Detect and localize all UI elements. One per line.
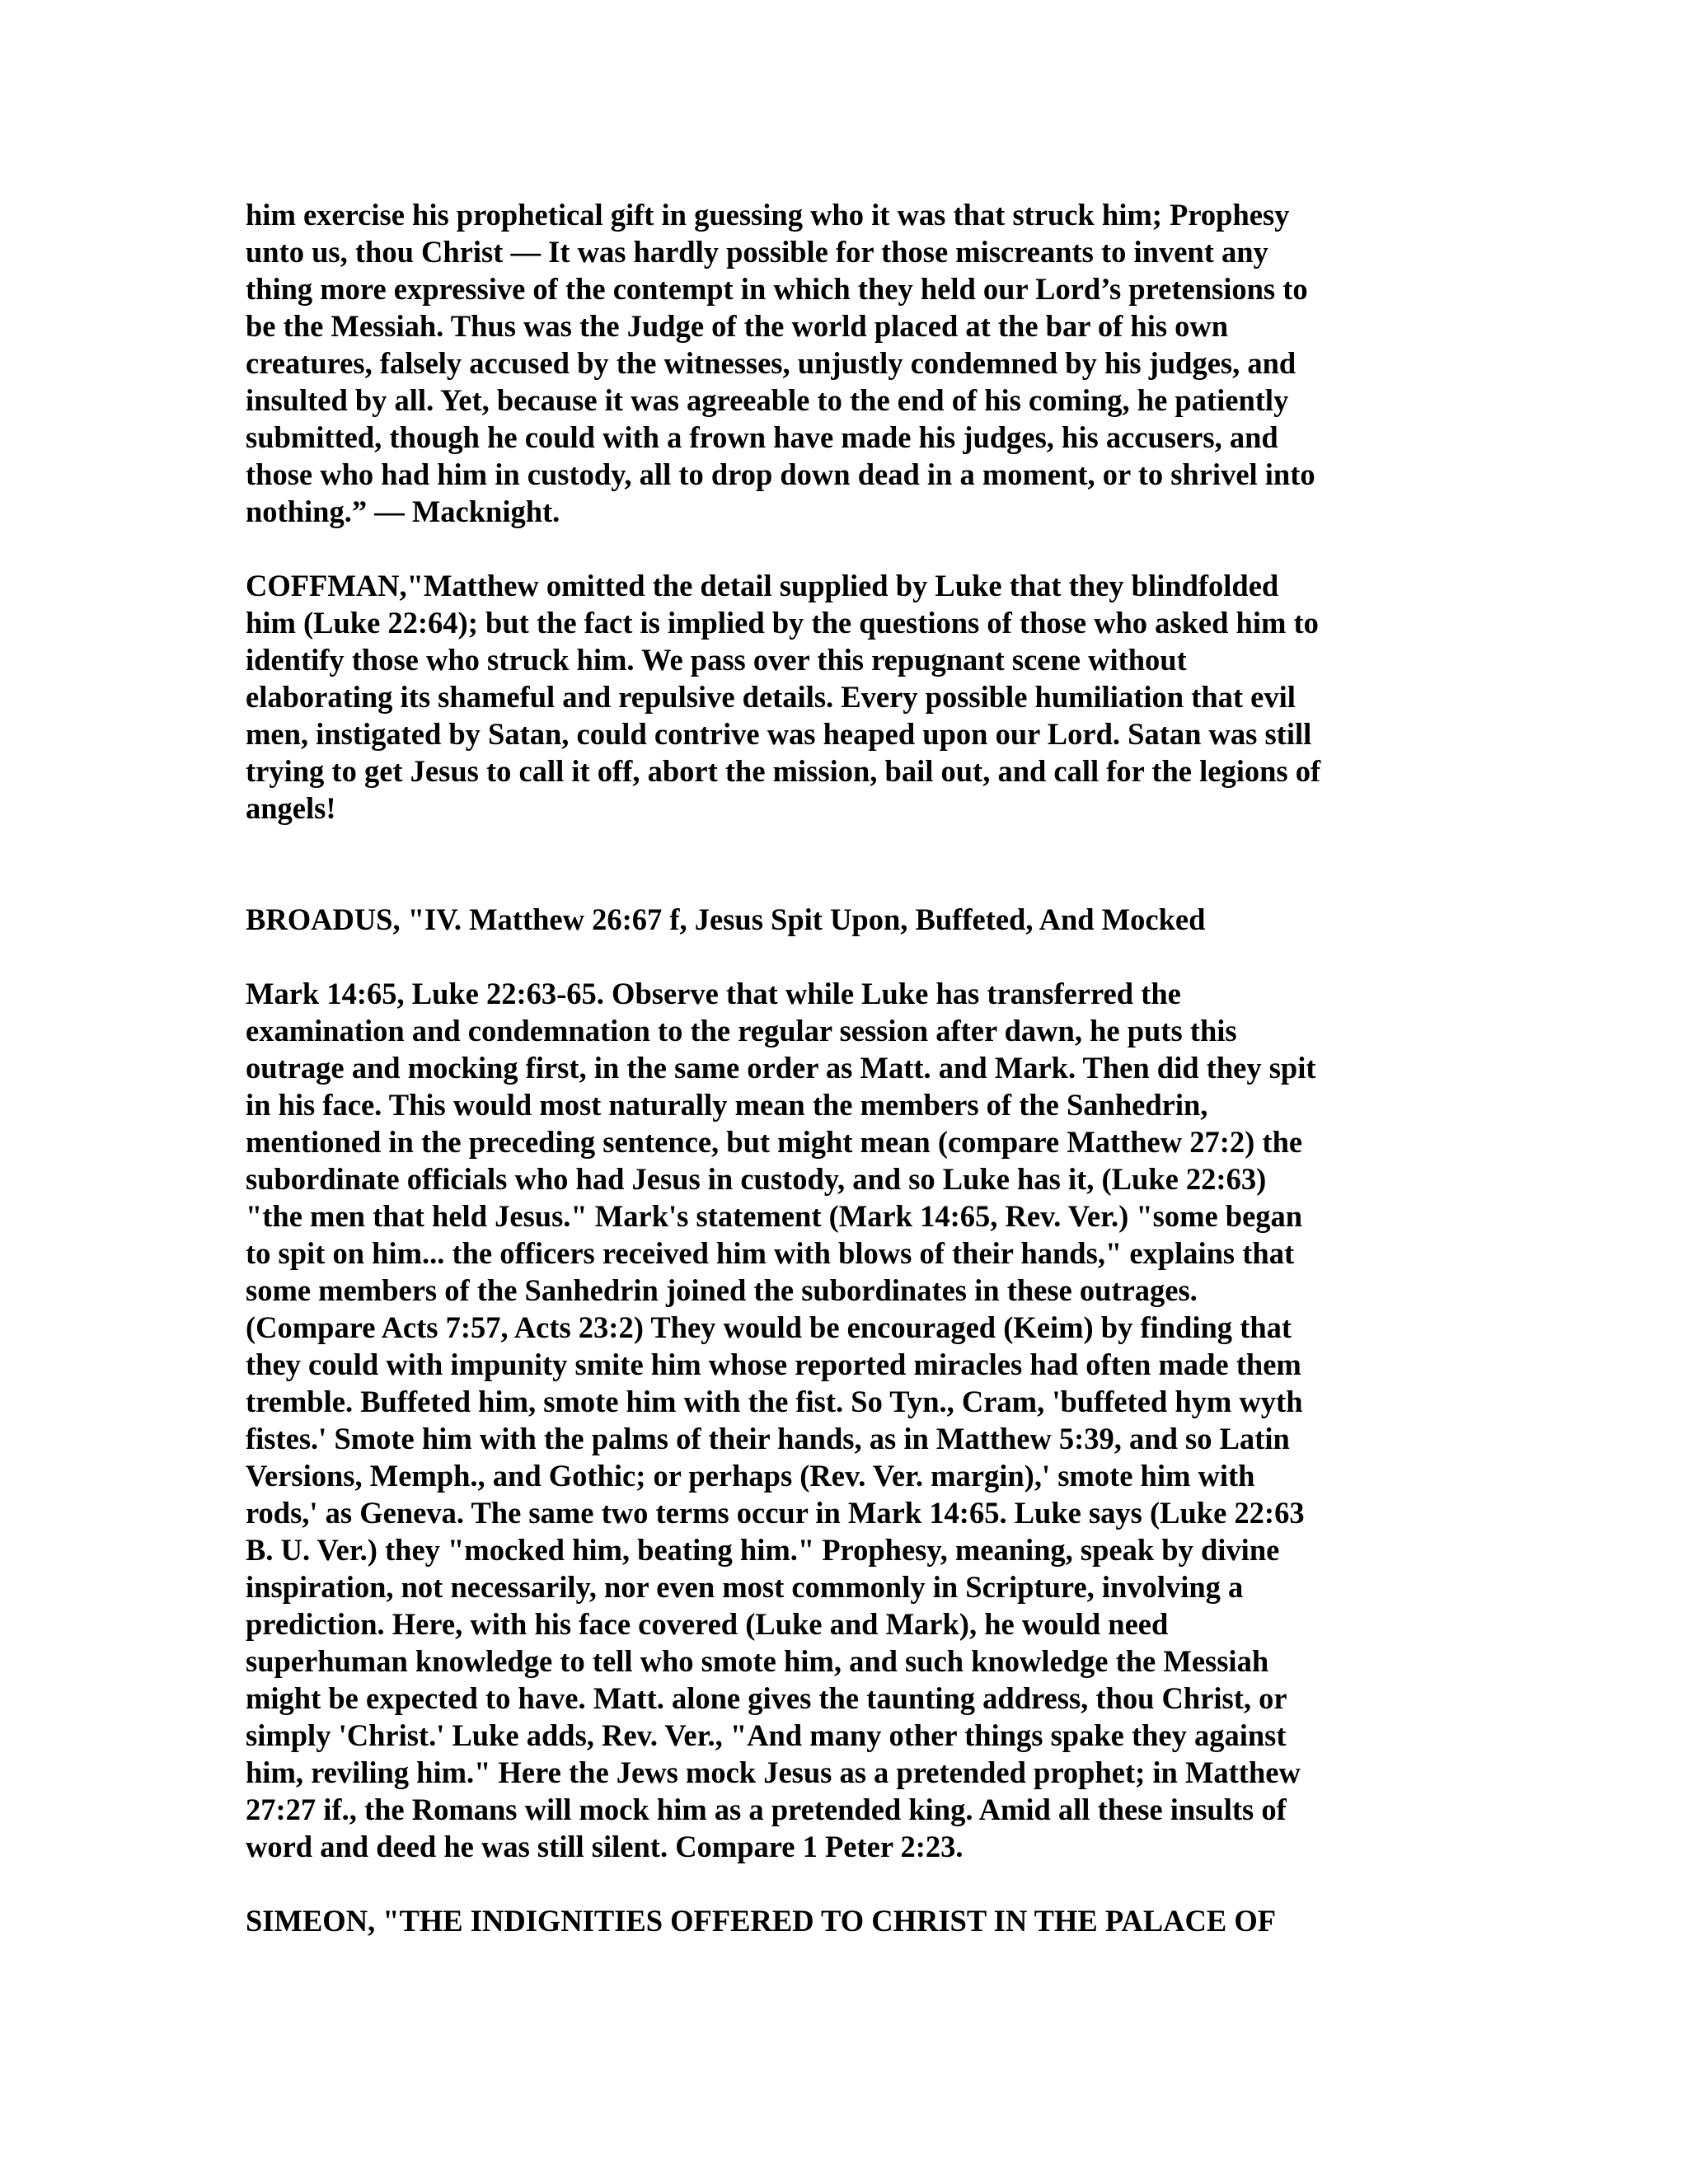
text-line: angels! [246, 791, 336, 825]
paragraph-coffman [246, 567, 1441, 827]
heading-simeon [246, 1902, 1441, 1939]
text-line: (Compare Acts 7:57, Acts 23:2) They would be encouraged (Keim) by finding that [246, 1310, 1292, 1344]
text-line: trying to get Jesus to call it off, abort the mission, bail out, and call for the legions of [246, 754, 1321, 788]
paragraph-broadus [246, 975, 1441, 1865]
text-line: identify those who struck him. We pass over this repugnant scene without [246, 643, 1187, 677]
text-line: "the men that held Jesus." Mark's statement (Mark 14:65, Rev. Ver.) "some began [246, 1199, 1303, 1233]
text-line: inspiration, not necessarily, nor even most commonly in Scripture, involving a [246, 1570, 1244, 1604]
text-line: submitted, though he could with a frown have made his judges, his accusers, and [246, 420, 1278, 454]
text-line: they could with impunity smite him whose reported miracles had often made them [246, 1347, 1301, 1381]
paragraph-spacer [246, 1865, 1441, 1902]
text-line: subordinate officials who had Jesus in custody, and so Luke has it, (Luke 22:63) [246, 1162, 1267, 1196]
text-line: be the Messiah. Thus was the Judge of the world placed at the bar of his own [246, 309, 1229, 343]
text-line: word and deed he was still silent. Compare 1 Peter 2:23. [246, 1830, 964, 1863]
paragraph-macknight-quote [246, 196, 1441, 530]
section-heading: SIMEON, "THE INDIGNITIES OFFERED TO CHRIST IN THE PALACE OF [246, 1904, 1277, 1938]
text-line: prediction. Here, with his face covered (Luke and Mark), he would need [246, 1607, 1169, 1641]
text-line: tremble. Buffeted him, smote him with the fist. So Tyn., Cram, 'buffeted hym wyth [246, 1385, 1303, 1418]
text-line: fistes.' Smote him with the palms of their hands, as in Matthew 5:39, and so Latin [246, 1422, 1290, 1455]
text-line: COFFMAN,"Matthew omitted the detail supplied by Luke that they blindfolded [246, 569, 1279, 602]
text-line: to spit on him... the officers received him with blows of their hands," explains that [246, 1236, 1295, 1270]
text-line: mentioned in the preceding sentence, but might mean (compare Matthew 27:2) the [246, 1125, 1303, 1159]
text-line: outrage and mocking first, in the same order as Matt. and Mark. Then did they spit [246, 1051, 1316, 1085]
text-line: simply 'Christ.' Luke adds, Rev. Ver., "And many other things spake they against [246, 1718, 1287, 1752]
paragraph-spacer [246, 827, 1441, 901]
section-heading: BROADUS, "IV. Matthew 26:67 f, Jesus Spit Upon, Buffeted, And Mocked [246, 902, 1206, 936]
paragraph-spacer [246, 530, 1441, 567]
text-line: unto us, thou Christ — It was hardly possible for those miscreants to invent any [246, 235, 1268, 269]
text-line: Versions, Memph., and Gothic; or perhaps (Rev. Ver. margin),' smote him with [246, 1459, 1255, 1493]
text-line: men, instigated by Satan, could contrive was heaped upon our Lord. Satan was still [246, 717, 1312, 751]
text-line: thing more expressive of the contempt in which they held our Lord’s pretensions to [246, 272, 1308, 306]
document-page [246, 196, 1441, 1939]
text-line: superhuman knowledge to tell who smote him, and such knowledge the Messiah [246, 1644, 1269, 1678]
heading-broadus [246, 901, 1441, 938]
paragraph-spacer [246, 938, 1441, 975]
text-line: insulted by all. Yet, because it was agreeable to the end of his coming, he patiently [246, 383, 1289, 417]
text-line: elaborating its shameful and repulsive details. Every possible humiliation that evil [246, 680, 1296, 714]
text-line: him exercise his prophetical gift in guessing who it was that struck him; Prophesy [246, 198, 1290, 232]
text-line: nothing.” — Macknight. [246, 494, 560, 528]
text-line: in his face. This would most naturally mean the members of the Sanhedrin, [246, 1088, 1208, 1122]
text-line: examination and condemnation to the regular session after dawn, he puts this [246, 1014, 1237, 1047]
text-line: rods,' as Geneva. The same two terms occur in Mark 14:65. Luke says (Luke 22:63 [246, 1496, 1305, 1530]
text-line: B. U. Ver.) they "mocked him, beating him." Prophesy, meaning, speak by divine [246, 1533, 1280, 1567]
text-line: Mark 14:65, Luke 22:63-65. Observe that while Luke has transferred the [246, 977, 1181, 1010]
text-line: creatures, falsely accused by the witnesses, unjustly condemned by his judges, and [246, 346, 1296, 380]
text-line: him, reviling him." Here the Jews mock Jesus as a pretended prophet; in Matthew [246, 1755, 1301, 1789]
text-line: some members of the Sanhedrin joined the subordinates in these outrages. [246, 1273, 1198, 1307]
text-line: 27:27 if., the Romans will mock him as a pretended king. Amid all these insults of [246, 1793, 1287, 1826]
text-line: him (Luke 22:64); but the fact is implied by the questions of those who asked him to [246, 606, 1319, 640]
text-line: might be expected to have. Matt. alone gives the taunting address, thou Christ, or [246, 1681, 1287, 1715]
text-line: those who had him in custody, all to drop down dead in a moment, or to shrivel into [246, 457, 1315, 491]
